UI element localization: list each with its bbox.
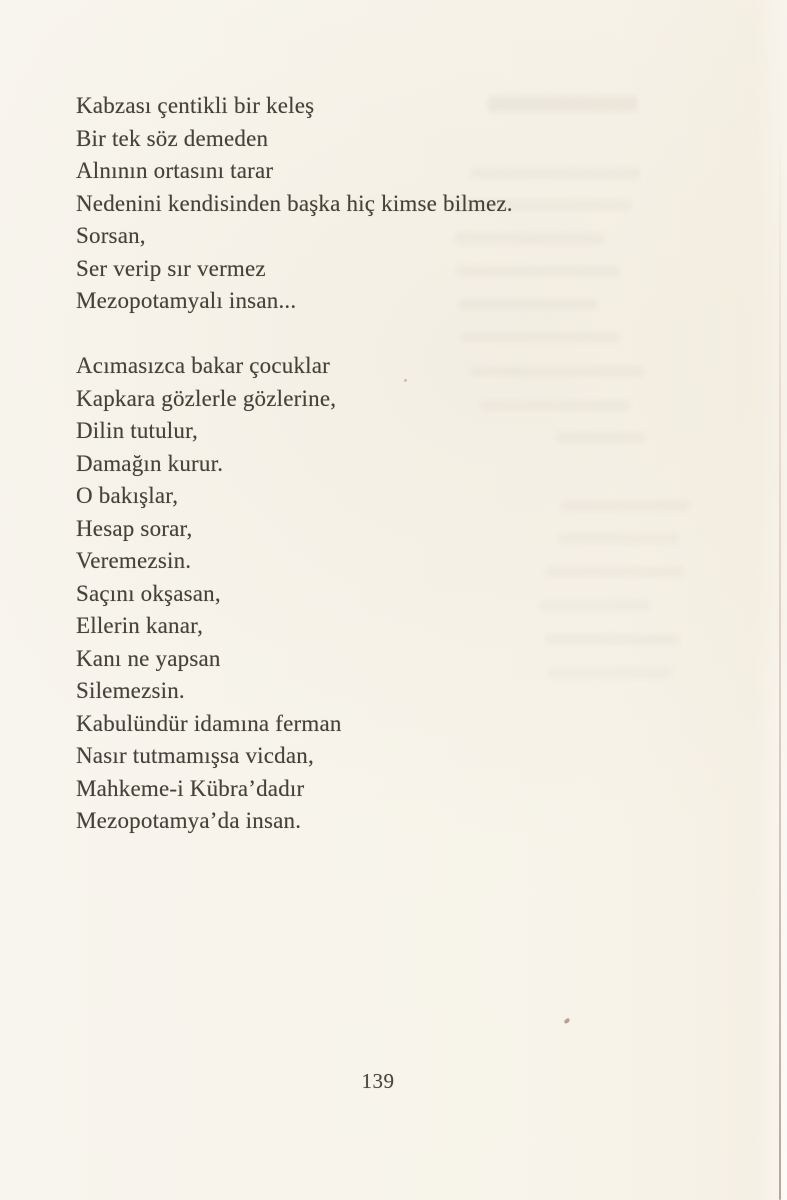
poem-line: Sorsan, <box>76 223 146 248</box>
poem-line: Kabzası çentikli bir keleş <box>76 93 315 118</box>
poem-line: Nasır tutmamışsa vicdan, <box>76 743 314 768</box>
poem-stanza <box>76 350 696 838</box>
poem-line: Mahkeme-i Kübra’dadır <box>76 775 305 801</box>
poem-line: Ser verip sır vermez <box>76 255 266 281</box>
poem-line: O bakışlar, <box>76 483 179 508</box>
poem-line: Hesap sorar, <box>76 515 193 541</box>
poem-line: Acımasızca bakar çocuklar <box>76 353 331 378</box>
poem-line: Kapkara gözlerle gözlerine, <box>76 385 337 411</box>
page-number: 139 <box>361 1069 395 1093</box>
poem-line: Damağın kurur. <box>76 450 224 476</box>
poem-line: Kabulündür idamına ferman <box>76 710 342 736</box>
poem-line: Mezopotamya’da insan. <box>76 808 302 833</box>
poem-line: Mezopotamyalı insan... <box>76 288 297 313</box>
poem-line: Silemezsin. <box>76 678 185 703</box>
poem-line: Saçını okşasan, <box>76 580 221 606</box>
poem-line: Alnının ortasını tarar <box>76 158 274 183</box>
poem-line: Kanı ne yapsan <box>76 645 221 671</box>
poem-stanza <box>76 90 696 318</box>
poem-line: Dilin tutulur, <box>76 418 198 443</box>
poem-line: Bir tek söz demeden <box>76 125 269 151</box>
poem-line: Veremezsin. <box>76 548 192 573</box>
poem-line: Nedenini kendisinden başka hiç kimse bilmez. <box>76 190 513 216</box>
poem-line: Ellerin kanar, <box>76 613 204 638</box>
page-edge-highlight <box>781 600 787 1200</box>
poem-text <box>76 90 696 838</box>
ink-speck <box>563 1018 570 1025</box>
